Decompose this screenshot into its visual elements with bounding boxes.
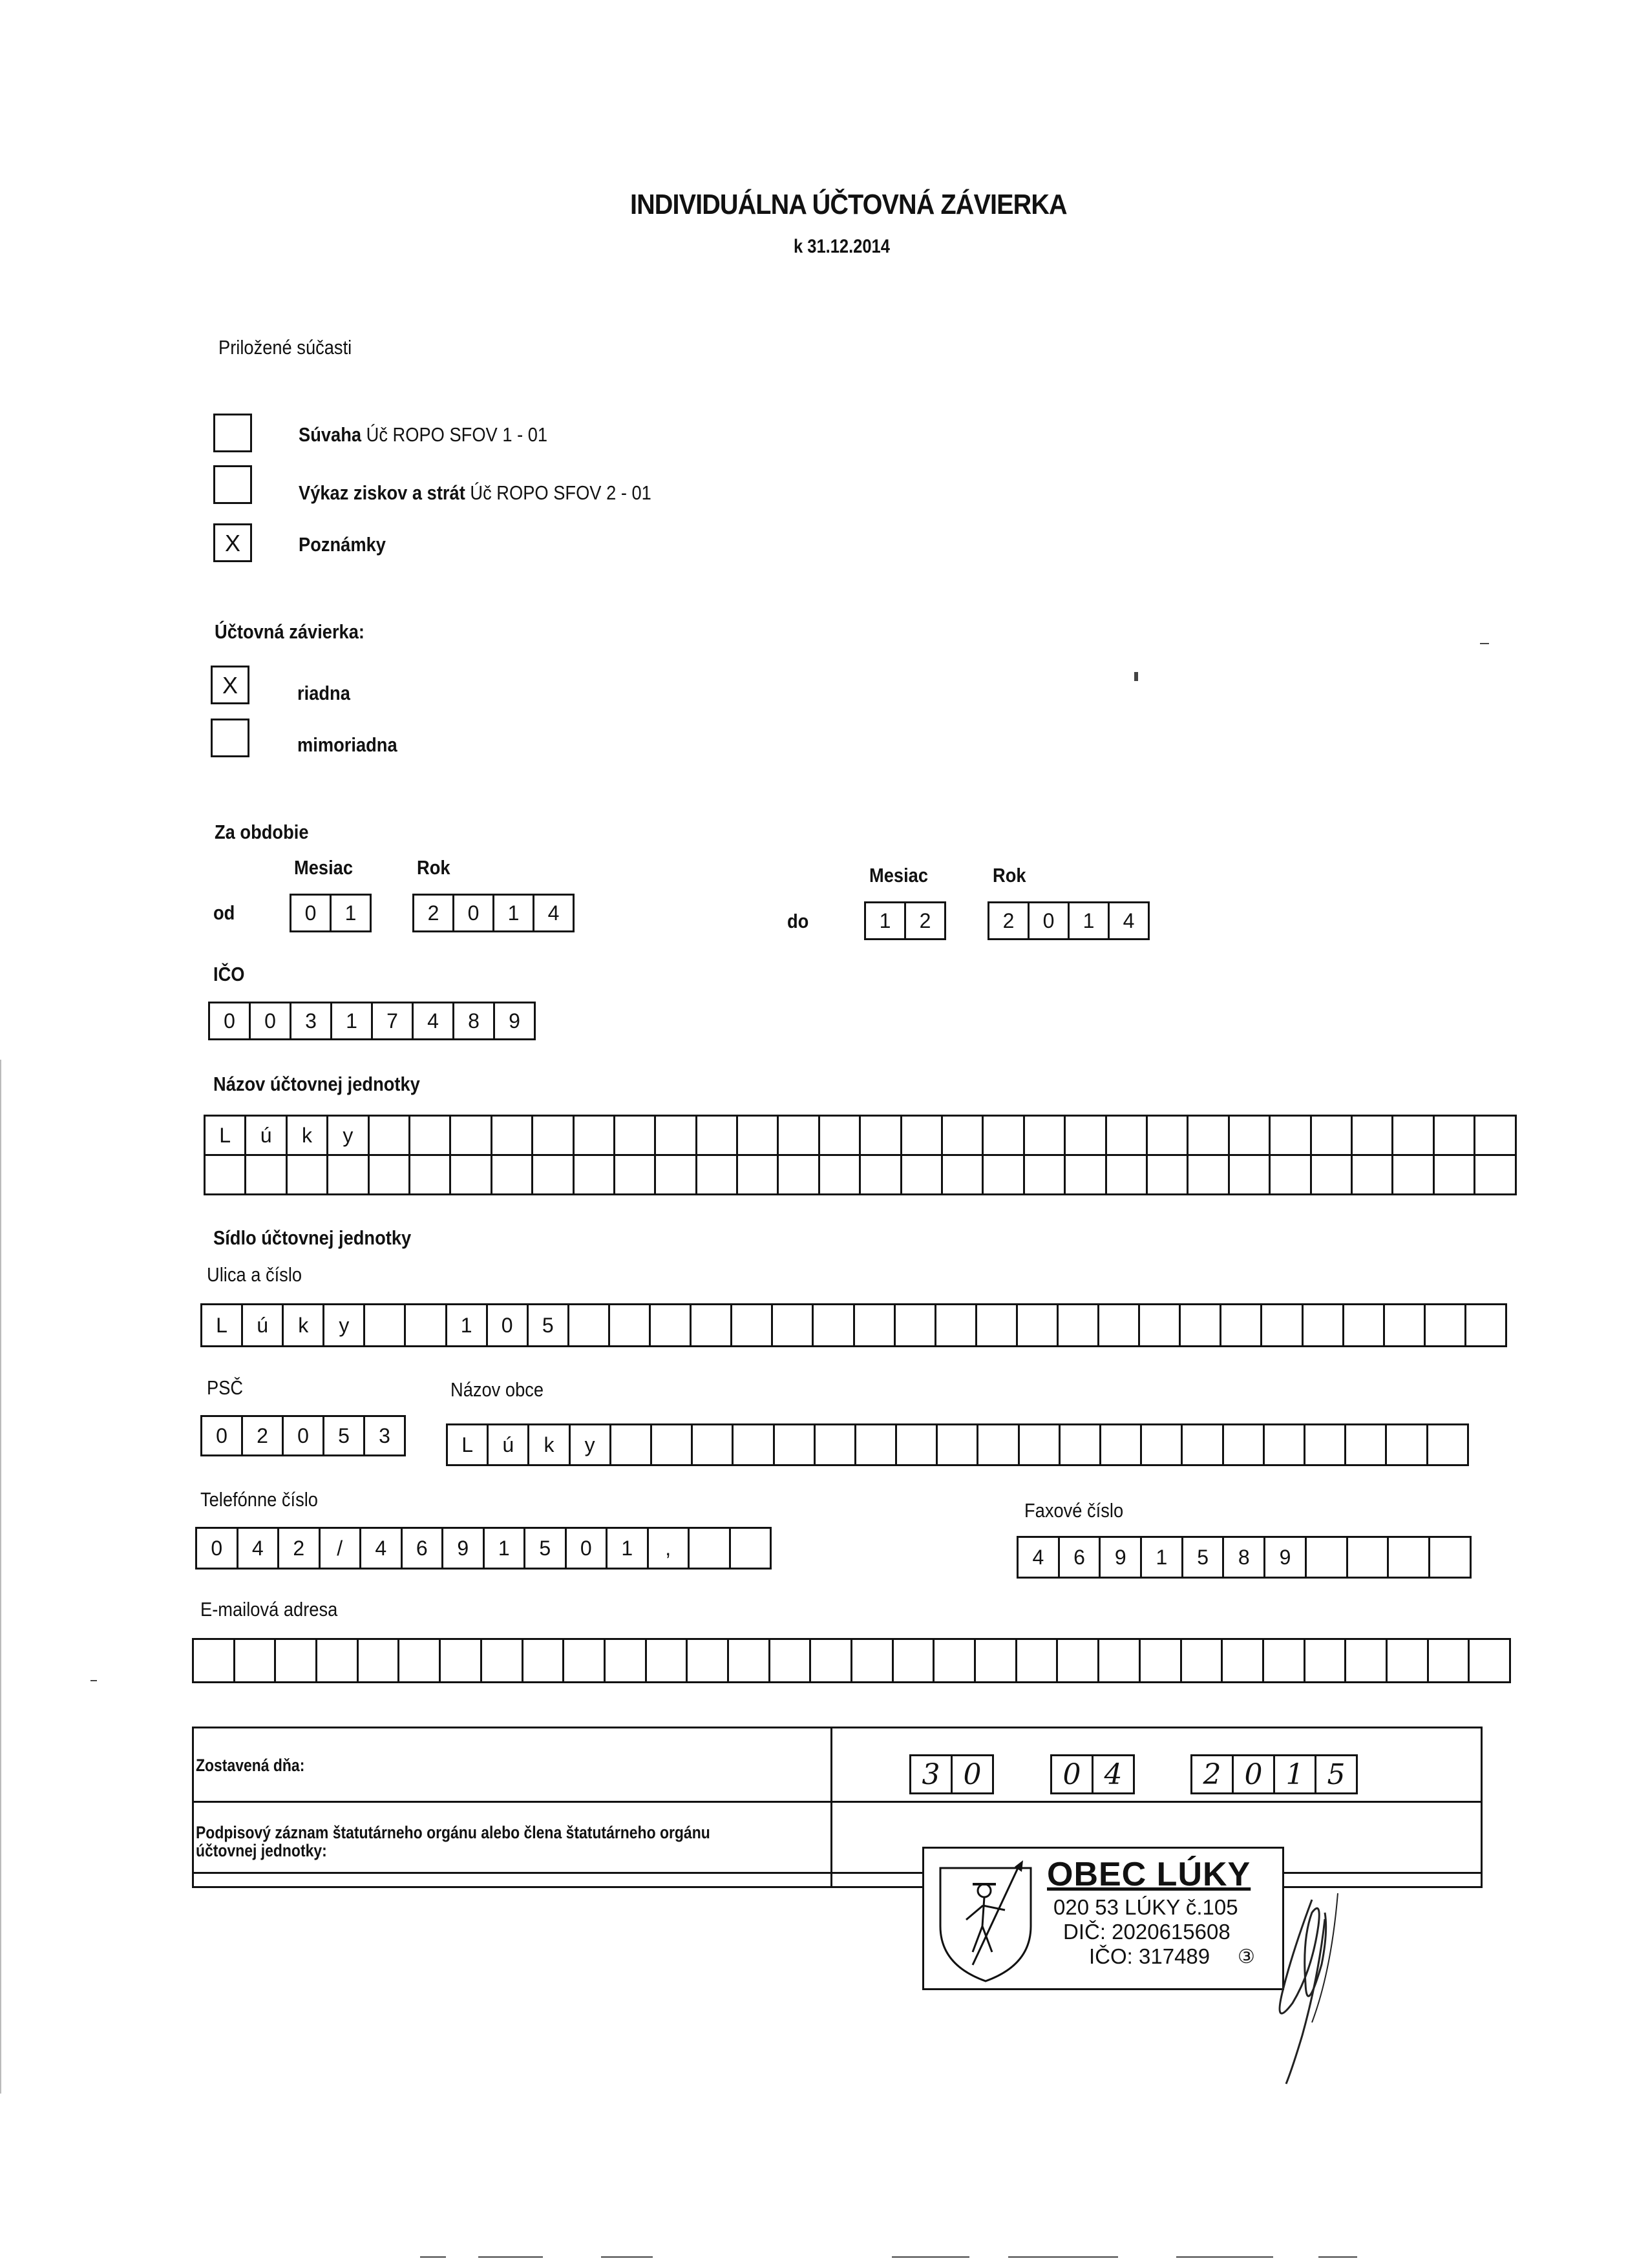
char-box — [652, 1425, 693, 1464]
char-box — [1148, 1117, 1188, 1154]
char-box — [938, 1425, 978, 1464]
char-box — [1230, 1117, 1271, 1154]
char-box — [984, 1117, 1024, 1154]
digit-box: 1 — [866, 903, 906, 938]
char-box — [1099, 1305, 1140, 1345]
handwritten-digit: 1 — [1275, 1756, 1316, 1792]
char-box — [1435, 1117, 1475, 1154]
char-box — [523, 1640, 565, 1681]
char-box — [276, 1640, 317, 1681]
char-box: L — [448, 1425, 489, 1464]
handwritten-digit: 4 — [1093, 1756, 1135, 1792]
document-date: k 31.12.2014 — [794, 236, 890, 257]
char-box — [647, 1640, 688, 1681]
to-year-label: Rok — [993, 864, 1026, 887]
digit-box: 0 — [251, 1003, 291, 1038]
char-box — [365, 1305, 406, 1345]
closing-regular-label: riadna — [297, 682, 350, 704]
digit-box: 0 — [291, 896, 332, 930]
compiled-day-boxes[interactable] — [909, 1754, 994, 1794]
char-box — [288, 1156, 328, 1193]
from-year-label: Rok — [417, 856, 450, 879]
char-box — [1181, 1305, 1221, 1345]
char-box — [1066, 1156, 1106, 1193]
checkbox-regular[interactable]: X — [211, 666, 249, 704]
char-box: 9 — [1265, 1538, 1307, 1577]
compiled-label: Zostavená dňa: — [196, 1756, 305, 1775]
char-box — [1428, 1425, 1469, 1464]
fax-row[interactable] — [1017, 1536, 1472, 1579]
char-box: 0 — [488, 1305, 529, 1345]
digit-box: 2 — [414, 896, 454, 930]
phone-label: Telefónne číslo — [200, 1488, 318, 1511]
handwritten-digit: 5 — [1316, 1756, 1358, 1792]
char-box — [1470, 1640, 1511, 1681]
to-month-boxes[interactable] — [864, 901, 946, 940]
compiled-year-boxes[interactable] — [1190, 1754, 1358, 1794]
char-box — [1305, 1425, 1346, 1464]
char-box: , — [649, 1529, 690, 1568]
char-box — [1393, 1117, 1434, 1154]
digit-box: 8 — [454, 1003, 495, 1038]
char-box — [1148, 1156, 1188, 1193]
char-box — [943, 1156, 984, 1193]
fax-label: Faxové číslo — [1024, 1499, 1124, 1522]
char-box — [697, 1156, 738, 1193]
char-box — [779, 1117, 819, 1154]
char-box: y — [571, 1425, 611, 1464]
char-box — [1183, 1425, 1223, 1464]
scan-mark — [892, 2256, 969, 2258]
from-month-boxes[interactable] — [290, 894, 372, 932]
char-box: 5 — [525, 1529, 567, 1568]
char-box — [1262, 1305, 1303, 1345]
char-box — [533, 1117, 574, 1154]
char-box — [1142, 1425, 1183, 1464]
handwritten-digit: 0 — [1234, 1756, 1275, 1792]
digit-box: 0 — [1030, 903, 1070, 938]
stamp-number: ③ — [1238, 1946, 1255, 1968]
char-box — [688, 1640, 729, 1681]
char-box: k — [529, 1425, 570, 1464]
char-box: 4 — [1019, 1538, 1060, 1577]
char-box — [1429, 1640, 1470, 1681]
char-box: ú — [243, 1305, 284, 1345]
address-heading: Sídlo účtovnej jednotky — [213, 1226, 412, 1249]
digit-box: 4 — [414, 1003, 454, 1038]
char-box — [317, 1640, 359, 1681]
psc-label: PSČ — [207, 1376, 244, 1399]
handwritten-digit: 2 — [1192, 1756, 1234, 1792]
char-box — [1058, 1640, 1099, 1681]
email-label: E-mailová adresa — [200, 1598, 338, 1621]
from-label: od — [213, 901, 235, 924]
char-box — [861, 1156, 902, 1193]
char-box — [492, 1156, 533, 1193]
char-box — [1099, 1640, 1141, 1681]
char-box — [856, 1425, 897, 1464]
to-year-boxes[interactable] — [988, 901, 1150, 940]
char-box: 9 — [1101, 1538, 1142, 1577]
char-box — [1305, 1640, 1347, 1681]
char-box — [779, 1156, 819, 1193]
char-box — [1224, 1425, 1265, 1464]
char-box — [1430, 1538, 1472, 1577]
official-stamp — [922, 1847, 1284, 1990]
char-box — [1141, 1640, 1182, 1681]
char-box — [410, 1117, 451, 1154]
char-box — [1271, 1156, 1311, 1193]
digit-box: 1 — [1070, 903, 1110, 938]
handwritten-signature — [1267, 1874, 1370, 2087]
checkbox-extraordinary[interactable] — [211, 719, 249, 757]
char-box: 2 — [243, 1417, 284, 1454]
char-box — [1061, 1425, 1101, 1464]
char-box: 6 — [1060, 1538, 1101, 1577]
char-box — [1307, 1538, 1348, 1577]
char-box — [1018, 1305, 1059, 1345]
scan-mark — [1134, 672, 1138, 681]
char-box — [1140, 1305, 1181, 1345]
char-box — [1312, 1156, 1353, 1193]
digit-box: 3 — [291, 1003, 332, 1038]
char-box — [1066, 1117, 1106, 1154]
char-box — [406, 1305, 447, 1345]
char-box — [1466, 1305, 1507, 1345]
char-box — [1059, 1305, 1099, 1345]
to-month-label: Mesiac — [869, 864, 928, 887]
char-box — [894, 1640, 935, 1681]
char-box: L — [206, 1117, 246, 1154]
ico-boxes[interactable] — [208, 1002, 536, 1040]
char-box — [606, 1640, 647, 1681]
char-box — [732, 1305, 773, 1345]
char-box — [1182, 1640, 1223, 1681]
char-box — [902, 1117, 943, 1154]
scan-margin-line — [0, 1060, 1, 2094]
to-label: do — [787, 910, 809, 932]
char-box — [977, 1305, 1018, 1345]
char-box — [1264, 1640, 1305, 1681]
char-box — [1348, 1538, 1389, 1577]
char-box — [935, 1640, 976, 1681]
scan-mark — [1480, 643, 1489, 644]
char-box — [1265, 1425, 1305, 1464]
char-box — [861, 1117, 902, 1154]
char-box — [615, 1156, 656, 1193]
char-box: 0 — [202, 1417, 243, 1454]
char-box: y — [324, 1305, 365, 1345]
psc-row[interactable] — [200, 1415, 406, 1456]
char-box — [569, 1305, 610, 1345]
char-box: / — [321, 1529, 362, 1568]
digit-box: 0 — [454, 896, 494, 930]
char-box: 1 — [447, 1305, 488, 1345]
char-box — [1025, 1117, 1066, 1154]
char-box — [1271, 1117, 1311, 1154]
stamp-dic: DIČ: 2020615608 — [1063, 1920, 1231, 1944]
char-box: 9 — [443, 1529, 485, 1568]
handwritten-digit: 0 — [953, 1756, 994, 1792]
char-box — [692, 1305, 732, 1345]
char-box — [492, 1117, 533, 1154]
char-box — [1353, 1156, 1393, 1193]
char-box: 5 — [529, 1305, 569, 1345]
digit-box: 1 — [332, 896, 372, 930]
scan-mark — [1008, 2256, 1118, 2258]
char-box — [482, 1640, 523, 1681]
char-box — [564, 1640, 606, 1681]
town-row[interactable] — [446, 1423, 1469, 1466]
char-box: 2 — [279, 1529, 321, 1568]
char-box: k — [284, 1305, 324, 1345]
char-box — [1107, 1117, 1148, 1154]
char-box — [978, 1425, 1019, 1464]
char-box — [451, 1156, 492, 1193]
digit-box: 2 — [989, 903, 1030, 938]
char-box — [943, 1117, 984, 1154]
char-box — [984, 1156, 1024, 1193]
char-box: 6 — [403, 1529, 444, 1568]
char-box — [811, 1640, 852, 1681]
char-box — [610, 1305, 651, 1345]
char-box — [693, 1425, 734, 1464]
char-box — [328, 1156, 369, 1193]
char-box — [194, 1640, 235, 1681]
from-month-label: Mesiac — [294, 856, 353, 879]
char-box: 0 — [197, 1529, 238, 1568]
char-box: y — [328, 1117, 369, 1154]
digit-box: 2 — [906, 903, 946, 938]
phone-row[interactable] — [195, 1527, 772, 1570]
from-year-boxes[interactable] — [412, 894, 575, 932]
char-box — [731, 1529, 772, 1568]
entity-name-row-2[interactable] — [204, 1154, 1517, 1195]
attachment-balance-sheet: Súvaha Úč ROPO SFOV 1 - 01 — [299, 423, 548, 446]
char-box — [1107, 1156, 1148, 1193]
digit-box: 1 — [332, 1003, 373, 1038]
digit-box: 4 — [534, 896, 575, 930]
char-box: 5 — [324, 1417, 365, 1454]
scan-mark — [90, 1680, 97, 1681]
char-box — [656, 1117, 697, 1154]
char-box — [902, 1156, 943, 1193]
char-box — [615, 1117, 656, 1154]
char-box — [651, 1305, 692, 1345]
digit-box: 1 — [494, 896, 534, 930]
char-box: 4 — [361, 1529, 403, 1568]
char-box — [410, 1156, 451, 1193]
char-box — [976, 1640, 1017, 1681]
stamp-name: OBEC LÚKY — [1047, 1856, 1251, 1893]
char-box — [235, 1640, 277, 1681]
char-box — [738, 1117, 779, 1154]
street-row[interactable] — [200, 1303, 1507, 1347]
char-box: 4 — [238, 1529, 280, 1568]
handwritten-digit: 3 — [911, 1756, 953, 1792]
char-box — [399, 1640, 441, 1681]
char-box — [451, 1117, 492, 1154]
char-box — [1221, 1305, 1262, 1345]
char-box — [690, 1529, 731, 1568]
scan-mark — [1176, 2256, 1273, 2258]
char-box — [575, 1117, 615, 1154]
char-box — [697, 1117, 738, 1154]
street-label: Ulica a číslo — [207, 1263, 302, 1286]
digit-box: 0 — [210, 1003, 251, 1038]
period-heading: Za obdobie — [215, 821, 309, 843]
char-box — [1353, 1117, 1393, 1154]
char-box: ú — [489, 1425, 529, 1464]
char-box — [1346, 1640, 1388, 1681]
char-box — [441, 1640, 482, 1681]
char-box — [729, 1640, 770, 1681]
char-box — [1393, 1156, 1434, 1193]
char-box — [1230, 1156, 1271, 1193]
char-box — [1344, 1305, 1385, 1345]
char-box — [1475, 1156, 1516, 1193]
attachment-profit-loss: Výkaz ziskov a strát Úč ROPO SFOV 2 - 01 — [299, 481, 651, 504]
char-box — [816, 1425, 856, 1464]
town-label: Názov obce — [450, 1378, 544, 1401]
coat-of-arms-icon — [927, 1855, 1044, 1984]
compiled-month-boxes[interactable] — [1050, 1754, 1135, 1794]
entity-name-label: Názov účtovnej jednotky — [213, 1073, 420, 1095]
char-box — [611, 1425, 652, 1464]
char-box — [852, 1640, 894, 1681]
char-box — [359, 1640, 400, 1681]
email-row[interactable] — [192, 1638, 1511, 1683]
char-box — [1388, 1640, 1429, 1681]
document-title: INDIVIDUÁLNA ÚČTOVNÁ ZÁVIERKA — [630, 189, 1067, 220]
scan-mark — [420, 2256, 446, 2258]
stamp-ico: IČO: 317489 — [1089, 1944, 1210, 1968]
attachments-heading: Priložené súčasti — [218, 336, 352, 359]
char-box — [734, 1425, 774, 1464]
scan-mark — [601, 2256, 653, 2258]
char-box: 1 — [485, 1529, 526, 1568]
char-box — [897, 1425, 938, 1464]
closing-heading: Účtovná závierka: — [215, 620, 364, 643]
attachment-notes: Poznámky — [299, 533, 386, 556]
closing-extraordinary-label: mimoriadna — [297, 733, 397, 756]
char-box: 1 — [1142, 1538, 1183, 1577]
char-box — [1304, 1305, 1344, 1345]
char-box — [1188, 1117, 1229, 1154]
char-box: L — [202, 1305, 243, 1345]
char-box — [814, 1305, 854, 1345]
char-box — [1389, 1538, 1430, 1577]
char-box — [775, 1425, 816, 1464]
char-box — [1435, 1156, 1475, 1193]
char-box — [936, 1305, 977, 1345]
char-box — [1017, 1640, 1059, 1681]
handwritten-digit: 0 — [1052, 1756, 1093, 1792]
char-box — [246, 1156, 287, 1193]
char-box — [738, 1156, 779, 1193]
char-box — [1385, 1305, 1426, 1345]
digit-box: 9 — [495, 1003, 536, 1038]
char-box: 1 — [607, 1529, 649, 1568]
char-box — [656, 1156, 697, 1193]
char-box — [1312, 1117, 1353, 1154]
checkbox-balance-sheet[interactable] — [213, 414, 252, 452]
char-box — [533, 1156, 574, 1193]
checkbox-notes[interactable]: X — [213, 523, 252, 562]
footer-table — [192, 1727, 1483, 1888]
char-box — [1346, 1425, 1387, 1464]
char-box: k — [288, 1117, 328, 1154]
char-box — [1426, 1305, 1466, 1345]
char-box — [820, 1156, 861, 1193]
digit-box: 7 — [373, 1003, 414, 1038]
char-box — [1223, 1640, 1264, 1681]
char-box — [1475, 1117, 1516, 1154]
char-box — [1020, 1425, 1061, 1464]
scan-mark — [478, 2256, 543, 2258]
char-box — [896, 1305, 936, 1345]
char-box: 0 — [284, 1417, 324, 1454]
char-box: ú — [246, 1117, 287, 1154]
signature-label: Podpisový záznam štatutárneho orgánu alebo člena štatutárneho orgánu účtovnej jednotky: — [196, 1823, 710, 1860]
ico-label: IČO — [213, 963, 245, 985]
char-box — [1188, 1156, 1229, 1193]
checkbox-profit-loss[interactable] — [213, 465, 252, 504]
char-box — [370, 1156, 410, 1193]
char-box — [206, 1156, 246, 1193]
char-box — [770, 1640, 812, 1681]
char-box — [1387, 1425, 1428, 1464]
scan-mark — [1318, 2256, 1357, 2258]
char-box — [575, 1156, 615, 1193]
char-box: 0 — [567, 1529, 608, 1568]
char-box: 8 — [1224, 1538, 1265, 1577]
char-box: 5 — [1183, 1538, 1225, 1577]
char-box — [820, 1117, 861, 1154]
digit-box: 4 — [1110, 903, 1150, 938]
char-box: 3 — [365, 1417, 406, 1454]
char-box — [773, 1305, 814, 1345]
stamp-address: 020 53 LÚKY č.105 — [1053, 1895, 1238, 1919]
char-box — [855, 1305, 896, 1345]
entity-name-row-1[interactable] — [204, 1115, 1517, 1156]
char-box — [1025, 1156, 1066, 1193]
char-box — [1101, 1425, 1142, 1464]
char-box — [370, 1117, 410, 1154]
